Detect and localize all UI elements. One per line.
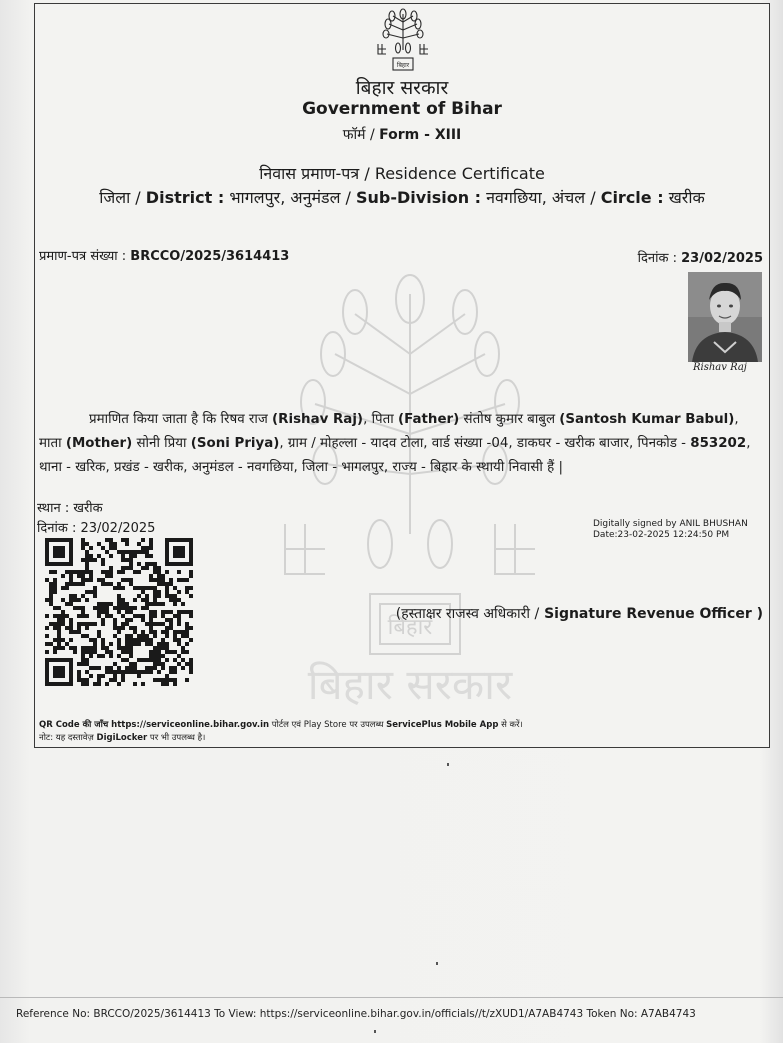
body-part-5: सोनी प्रिया: [132, 436, 191, 451]
digilocker-note-part-b: DigiLocker: [96, 733, 148, 743]
form-number: [35, 125, 769, 144]
signature-revenue-officer: [396, 604, 763, 623]
issue-date: [638, 248, 763, 266]
footer-reference: Reference No: BRCCO/2025/3614413 To View: https://serviceonline.bihar.gov.in/officials//t/zXUD1/A7AB4743 Token No: A7AB4743: [16, 1008, 696, 1020]
applicant-signature: Rishav Raj: [693, 362, 747, 373]
mother-name-english: (Soni Priya): [190, 436, 280, 451]
qr-note-part-a: QR Code की जाँच: [39, 720, 112, 730]
qr-code: [45, 538, 193, 686]
subdivision-label: Sub-Division :: [356, 188, 482, 207]
district-label: District :: [145, 188, 225, 207]
person-photo-icon: [688, 272, 762, 362]
issue-place: स्थान : खरीक: [37, 501, 103, 516]
footer-divider: [0, 997, 783, 998]
district-hindi: जिला /: [99, 188, 141, 207]
applicant-photo: [688, 272, 762, 362]
watermark-text: बिहार सरकार: [307, 660, 513, 709]
digital-signature-info: [593, 519, 768, 541]
circle-label: Circle :: [600, 188, 664, 207]
certificate-title-hindi: निवास प्रमाण-पत्र /: [259, 164, 370, 183]
digital-signature-line-2: Date:23-02-2025 12:24:50 PM: [593, 530, 730, 540]
header-english-title: Government of Bihar: [302, 99, 502, 119]
father-label: (Father): [398, 412, 460, 427]
digital-signature-line-1: Digitally signed by ANIL BHUSHAN: [593, 519, 748, 529]
bihar-emblem-logo: [373, 8, 433, 72]
issue-date-value: 23/02/2025: [681, 251, 763, 266]
signature-english: Signature Revenue Officer ): [544, 606, 763, 622]
mother-label: (Mother): [65, 436, 133, 451]
form-label: Form - XIII: [379, 127, 462, 143]
body-part-1: प्रमाणित किया जाता है कि रिषव राज: [89, 412, 273, 427]
subdivision-value: नवगछिया, अंचल /: [486, 188, 596, 207]
qr-note-url: https://serviceonline.bihar.gov.in: [111, 720, 270, 730]
district-value: भागलपुर, अनुमंडल /: [229, 188, 351, 207]
certificate-number-value: BRCCO/2025/3614413: [130, 249, 290, 264]
body-part-2: , पिता: [363, 412, 399, 427]
applicant-name-english: (Rishav Raj): [272, 412, 364, 427]
scan-speck: [436, 962, 438, 965]
issue-date-bottom: दिनांक : 23/02/2025: [37, 521, 156, 536]
signature-hindi: (हस्ताक्षर राजस्व अधिकारी /: [395, 606, 540, 622]
body-part-3: संतोष कुमार बाबुल: [459, 412, 560, 427]
issue-date-label: दिनांक :: [637, 251, 677, 266]
scan-speck: [447, 763, 449, 766]
father-name-english: (Santosh Kumar Babul): [559, 412, 735, 427]
certificate-frame: [34, 3, 770, 748]
certificate-title-english: Residence Certificate: [374, 164, 545, 183]
body-part-7: , थाना - खरिक, प्रखंड - खरीक, अनुमंडल - नवगछिया, जिला - भागलपुर, राज्य - बिहार के स्थायी निवासी हैं |: [39, 436, 751, 475]
certificate-body: [39, 408, 765, 480]
header-hindi-title: बिहार सरकार: [355, 77, 449, 99]
body-part-4: , माता: [39, 412, 739, 451]
bihar-emblem-watermark: [245, 274, 575, 724]
body-part-6: , ग्राम / मोहल्ला - यादव टोला, वार्ड संख्या -04, डाकघर - खरीक बाजार, पिनकोड -: [279, 436, 691, 451]
certificate-number: [39, 246, 289, 264]
pincode: 853202: [690, 436, 747, 451]
form-prefix: फॉर्म /: [342, 127, 375, 143]
digilocker-note: [39, 732, 205, 743]
qr-note-part-b: पोर्टल एवं Play Store पर उपलब्ध: [269, 720, 387, 730]
watermark-box-text: बिहार: [387, 615, 433, 640]
qr-verification-note: [39, 719, 523, 730]
emblem-text: बिहार: [396, 62, 410, 69]
jurisdiction-line: [35, 186, 769, 208]
qr-note-app: ServicePlus Mobile App: [386, 720, 499, 730]
digilocker-note-part-a: नोट: यह दस्तावेज़: [39, 733, 97, 743]
qr-note-part-c: से करें।: [498, 720, 523, 730]
certificate-title: [35, 162, 769, 184]
circle-value: खरीक: [668, 188, 705, 207]
certificate-number-label: प्रमाण-पत्र संख्या :: [39, 249, 127, 264]
scan-speck: [374, 1030, 376, 1033]
digilocker-note-part-c: पर भी उपलब्ध है।: [147, 733, 206, 743]
